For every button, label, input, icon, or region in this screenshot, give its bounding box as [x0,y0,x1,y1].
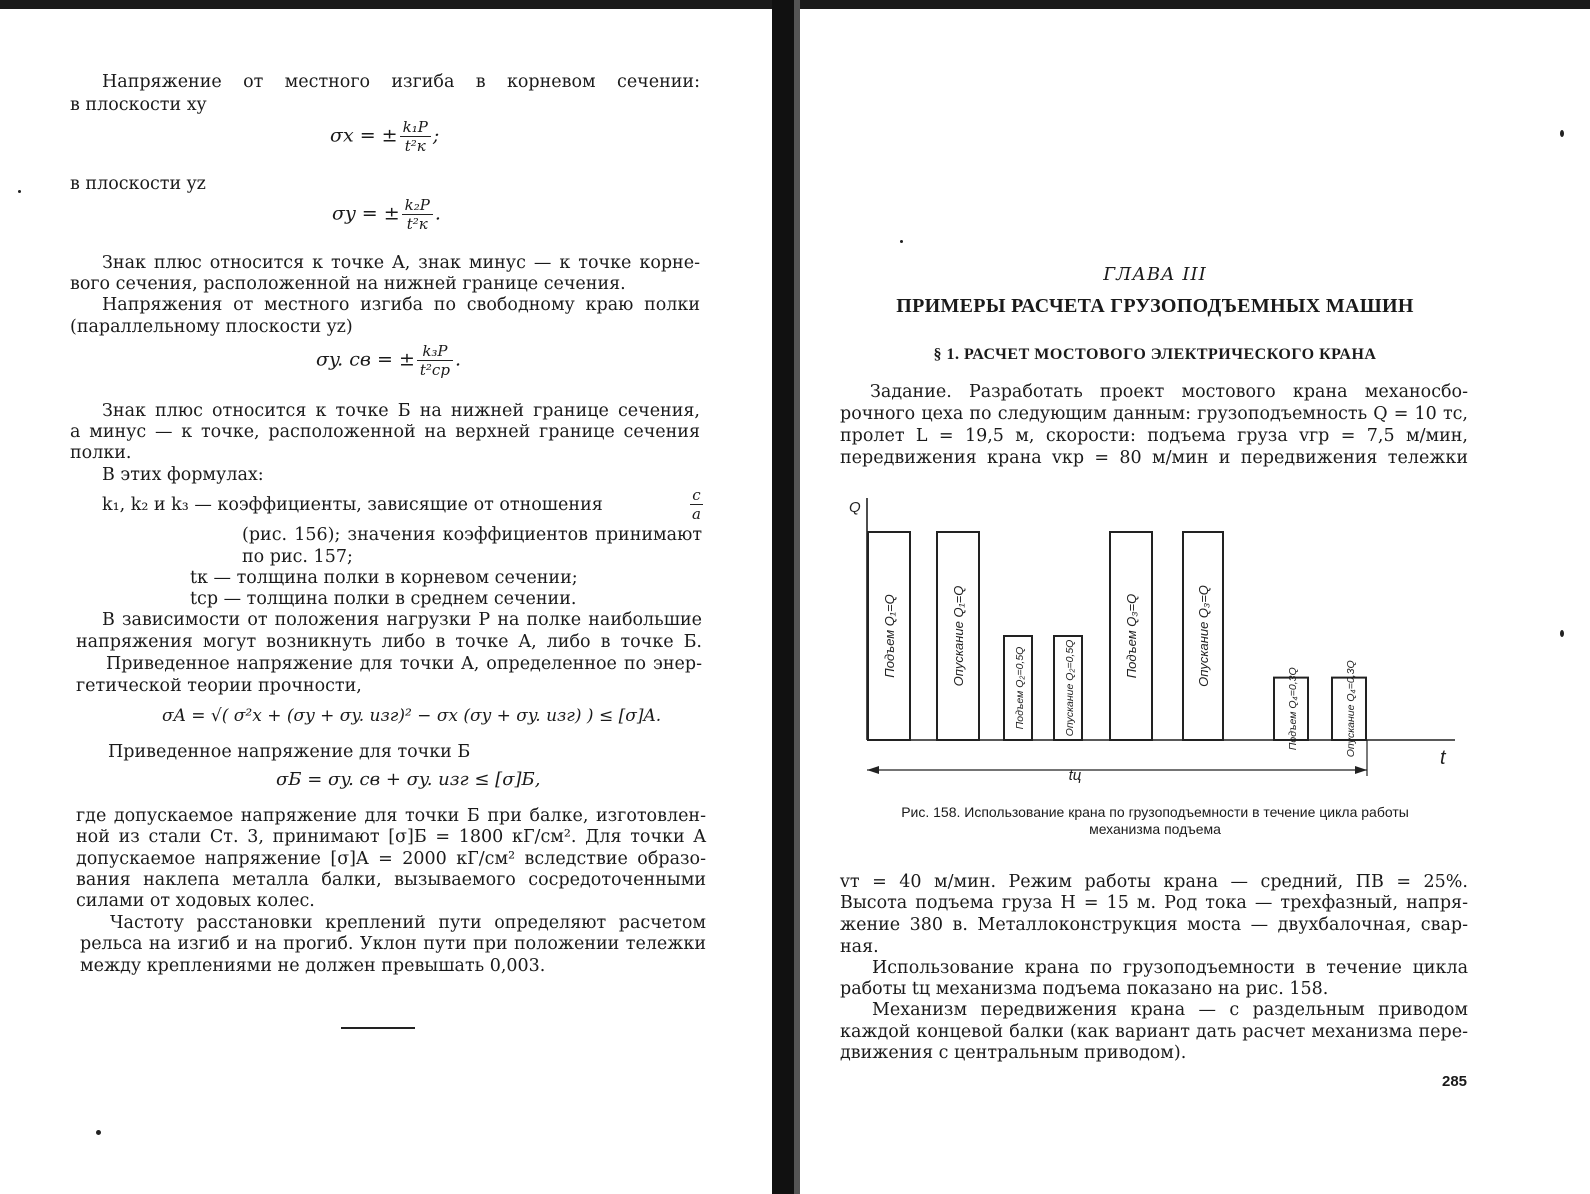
paragraph-line: Использование крана по грузоподъемности в течение цикла [872,958,1468,978]
definition-k: k₁, k₂ и k₃ — коэффициенты, зависящие от отношения [102,495,603,515]
chapter-title: ПРИМЕРЫ РАСЧЕТА ГРУЗОПОДЪЕМНЫХ МАШИН [896,295,1414,317]
paragraph-line: рочного цеха по следующим данным: грузоподъемность Q = 10 тс, [840,404,1468,424]
paragraph-line: в плоскости xy [70,95,207,115]
scan-speck [1560,630,1564,637]
scan-speck [900,240,903,243]
load-cycle-chart [835,488,1475,788]
figure-caption: Рис. 158. Использование крана по грузоподъемности в течение цикла работы [901,804,1409,820]
paragraph-line: Знак плюс относится к точке A, знак минус — к точке корне- [102,253,700,273]
paragraph-line: Механизм передвижения крана — с раздельным приводом [872,1000,1468,1020]
bar-label: Подъем Q₂=0,5Q [1014,646,1026,730]
y-axis-label: Q [849,499,861,516]
paragraph-line: Знак плюс относится к точке Б на нижней границе сечения, [102,401,700,421]
book-spine [772,0,794,1194]
paragraph-line: рельса на изгиб и на прогиб. Уклон пути при положении тележки [80,934,706,954]
end-rule [341,1027,415,1029]
paragraph-line: где допускаемое напряжение для точки Б при балке, изготовлен- [76,806,706,826]
x-axis-label: t [1440,747,1446,769]
section-heading: § 1. РАСЧЕТ МОСТОВОГО ЭЛЕКТРИЧЕСКОГО КРАНА [933,346,1377,363]
bar-label: Опускание Q₁=Q [951,585,966,687]
formula-sigma-y: σy = ± $\frac{\text{k₂P}}{\text{t²к}}$ . [332,196,441,233]
paragraph-line: (параллельному плоскости yz) [70,317,353,337]
fraction-c-over-a: c a [692,486,701,523]
paragraph-line: В зависимости от положения нагрузки P на полке наибольшие [102,610,702,630]
formula-sigma-A: σA = √( σ²x + (σy + σy. изг)² − σx (σy + σy. изг) ) ≤ [σ]A. [162,706,662,726]
paragraph-line: гетической теории прочности, [76,676,362,696]
paragraph-line: полки. [70,443,132,463]
paragraph-line: по рис. 157; [242,547,353,567]
arrow-left [867,766,879,774]
scan-speck [96,1130,101,1135]
paragraph-line: vт = 40 м/мин. Режим работы крана — средний, ПВ = 25%. [840,872,1468,892]
formula-sigma-y-sv: σy. св = ± $\frac{\text{k₃P}}{\text{t²ср}}$ . [316,342,461,379]
paragraph-line: В этих формулах: [102,465,264,485]
paragraph-line: а минус — к точке, расположенной на верхней границе сечения [70,422,700,442]
paragraph-line: напряжения могут возникнуть либо в точке A, либо в точке Б. [76,632,702,652]
paragraph-line: Напряжение от местного изгиба в корневом сечении: [102,72,700,92]
paragraph-line: в плоскости yz [70,174,206,194]
paragraph-line: Приведенное напряжение для точки A, определенное по энер- [106,654,702,674]
bar-label: Подъем Q₄=0,3Q [1287,667,1299,751]
paragraph-line: между креплениями не должен превышать 0,003. [80,956,546,976]
bar-label: Опускание Q₄=0,3Q [1345,660,1357,758]
figure-caption: механизма подъема [1089,821,1221,837]
paragraph-line: ная. [840,937,879,957]
paragraph-line: каждой концевой балки (как вариант дать расчет механизма пере- [840,1022,1468,1042]
bar-label: Подъем Q₁=Q [882,594,897,678]
paragraph-line: работы tц механизма подъема показано на рис. 158. [840,979,1329,999]
page-number: 285 [1442,1073,1468,1090]
cycle-label: tц [1068,767,1082,784]
bar-label: Подъем Q₃=Q [1124,593,1139,679]
formula-sigma-x: σx = ± $\frac{\text{k₁P}}{\text{t²к}}$ ; [330,118,440,155]
scan-speck [1560,130,1564,137]
paragraph-line: силами от ходовых колес. [76,891,315,911]
definition-tsr: tср — толщина полки в среднем сечении. [190,589,577,609]
paragraph-line: (рис. 156); значения коэффициентов принимают [242,525,702,545]
paragraph-line: Частоту расстановки креплений пути определяют расчетом [110,913,706,933]
scan-speck [18,190,21,193]
paragraph-line: вания наклепа металла балки, вызываемого сосредоточенными [76,870,706,890]
paragraph-line: движения с центральным приводом). [840,1043,1187,1063]
paragraph-line: Напряжения от местного изгиба по свободному краю полки [102,295,700,315]
paragraph-line: Задание. Разработать проект мостового крана механосбо- [870,382,1468,402]
paragraph-line: жение 380 в. Металлоконструкция моста — двухбалочная, свар- [840,915,1468,935]
paragraph-line: ной из стали Ст. 3, принимают [σ]Б = 1800 кГ/см². Для точки A [76,827,706,847]
paragraph-line: Высота подъема груза H = 15 м. Род тока — трехфазный, напря- [840,893,1468,913]
paragraph-line: вого сечения, расположенной на нижней границе сечения. [70,274,626,294]
paragraph-line: допускаемое напряжение [σ]A = 2000 кГ/см² вследствие образо- [76,849,706,869]
paragraph-line: пролет L = 19,5 м, скорости: подъема груза vгр = 7,5 м/мин, [840,426,1468,446]
formula-sigma-B: σБ = σy. св + σy. изг ≤ [σ]Б, [276,769,541,790]
bar-label: Опускание Q₂=0,5Q [1064,639,1076,737]
bar-label: Опускание Q₃=Q [1196,585,1211,687]
paragraph-line: Приведенное напряжение для точки Б [108,742,471,762]
arrow-right [1355,766,1367,774]
paragraph-line: передвижения крана vкр = 80 м/мин и передвижения тележки [840,448,1468,468]
book-spine-shadow [794,0,800,1194]
chapter-heading: ГЛАВА III [1103,264,1207,285]
definition-tk: tк — толщина полки в корневом сечении; [190,568,578,588]
